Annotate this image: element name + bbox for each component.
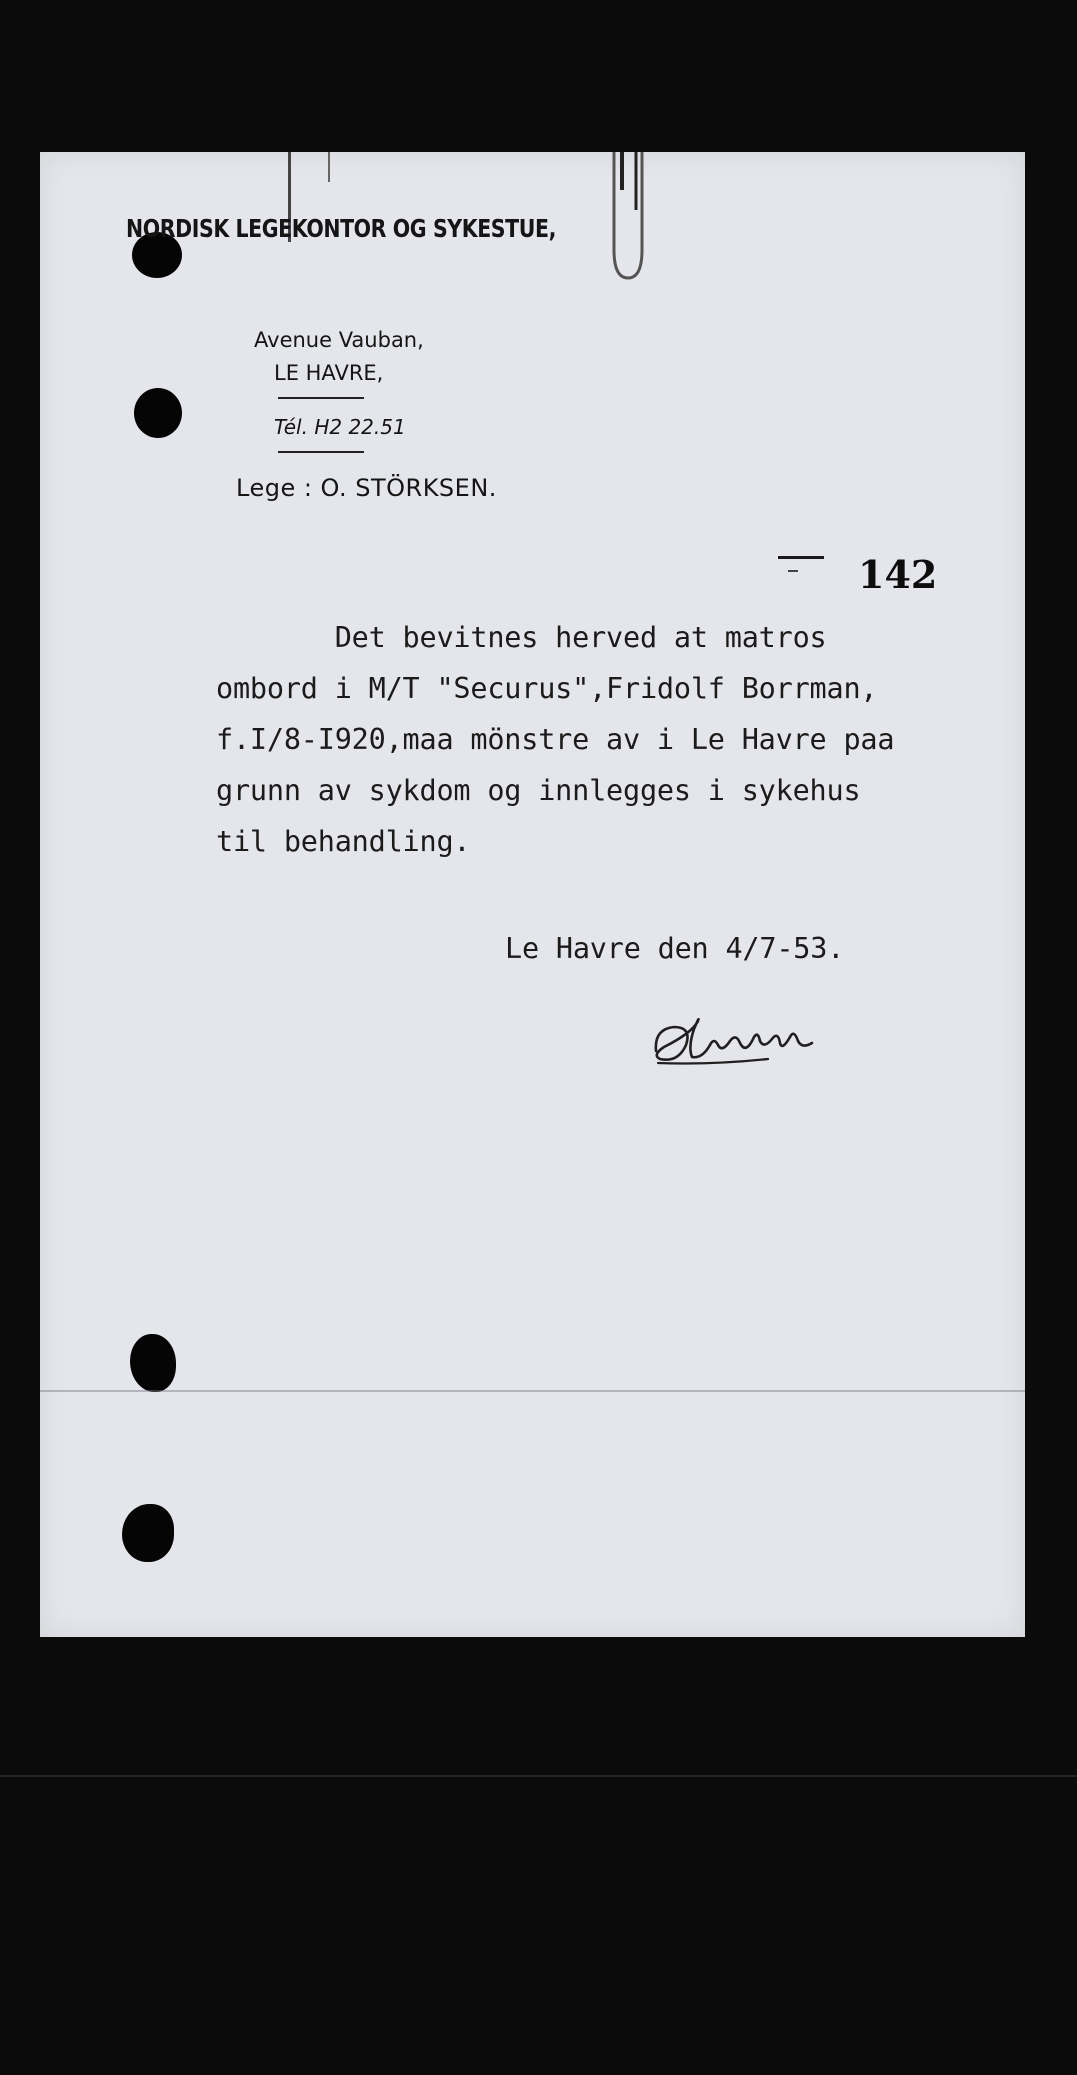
fold-tick — [328, 152, 330, 182]
punch-hole — [122, 1504, 174, 1562]
clinic-name: NORDISK LEGEKONTOR OG SYKESTUE, — [126, 214, 556, 243]
fold-line — [40, 1390, 1025, 1392]
clinic-city: LE HAVRE, — [274, 361, 384, 385]
clinic-street: Avenue Vauban, — [254, 328, 424, 352]
punch-hole — [134, 388, 182, 438]
doctor-name: Lege : O. STÖRKSEN. — [236, 474, 497, 502]
handwritten-signature — [652, 1007, 822, 1077]
certificate-body — [216, 612, 894, 867]
body-line: til behandling. — [216, 825, 471, 858]
body-line: Det bevitnes herved at matros — [216, 621, 827, 654]
punch-hole — [130, 1334, 176, 1392]
clinic-telephone: Tél. H2 22.51 — [274, 415, 406, 439]
letterhead-rule — [278, 451, 364, 453]
letterhead-rule — [278, 397, 364, 399]
document-number: 142 — [858, 552, 938, 597]
body-line: grunn av sykdom og innlegges i sykehus — [216, 774, 861, 807]
place-and-date: Le Havre den 4/7-53. — [505, 932, 845, 965]
document-page — [40, 152, 1025, 1637]
paper-clip-mark — [606, 150, 650, 286]
number-dash — [778, 556, 824, 559]
number-dash — [788, 570, 798, 572]
film-scratch — [0, 1775, 1077, 1777]
body-line: f.I/8-I920,maa mönstre av i Le Havre paa — [216, 723, 895, 756]
body-line: ombord i M/T "Securus",Fridolf Borrman, — [216, 672, 878, 705]
